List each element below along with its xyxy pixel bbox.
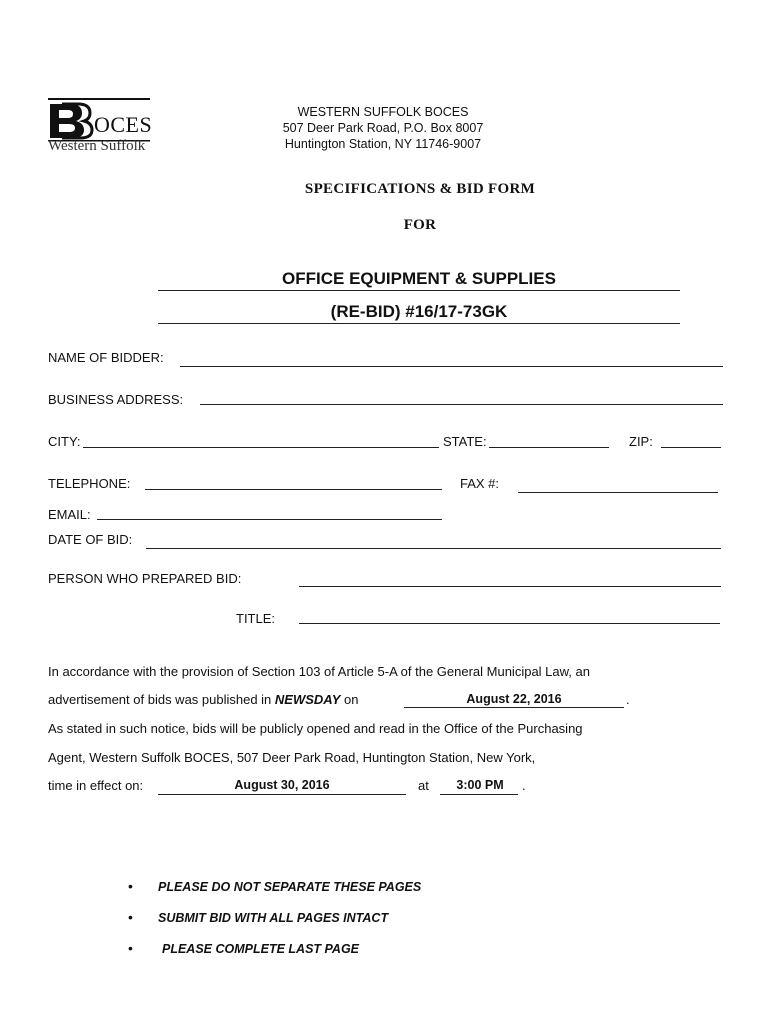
newspaper-name: NEWSDAY bbox=[274, 692, 341, 707]
body-line-5-period: . bbox=[522, 778, 526, 793]
zip-field[interactable] bbox=[661, 447, 721, 448]
publication-date: August 22, 2016 bbox=[466, 692, 562, 706]
date-label: DATE OF BID: bbox=[48, 532, 133, 547]
body-line-2-period: . bbox=[626, 692, 630, 707]
body-line-2-on: on bbox=[344, 692, 359, 707]
note-item: SUBMIT BID WITH ALL PAGES INTACT bbox=[158, 911, 389, 925]
city-label: CITY: bbox=[48, 434, 81, 449]
org-name: WESTERN SUFFOLK BOCES bbox=[297, 105, 469, 119]
logo-subtext: Western Suffolk bbox=[48, 138, 146, 154]
form-title-for: FOR bbox=[403, 217, 437, 233]
body-line-2-text: advertisement of bids was published in bbox=[48, 692, 272, 707]
body-line-1: In accordance with the provision of Section 103 of Article 5-A of the General Municipal Law, an bbox=[48, 664, 590, 679]
opening-time-line bbox=[440, 794, 518, 795]
org-address-line1: 507 Deer Park Road, P.O. Box 8007 bbox=[282, 121, 484, 135]
body-line-5-at: at bbox=[418, 778, 429, 793]
title-field[interactable] bbox=[299, 623, 720, 624]
fax-label: FAX #: bbox=[460, 476, 500, 491]
note-item: PLEASE DO NOT SEPARATE THESE PAGES bbox=[158, 880, 422, 894]
opening-time: 3:00 PM bbox=[456, 778, 504, 792]
body-line-3: As stated in such notice, bids will be publicly opened and read in the Office of the Purchasing bbox=[48, 721, 583, 736]
title-label: TITLE: bbox=[236, 611, 276, 626]
zip-label: ZIP: bbox=[629, 434, 653, 449]
form-title: SPECIFICATIONS & BID FORM bbox=[304, 181, 536, 197]
state-field[interactable] bbox=[489, 447, 609, 448]
telephone-field[interactable] bbox=[145, 489, 442, 490]
name-label: NAME OF BIDDER: bbox=[48, 350, 164, 365]
email-label: EMAIL: bbox=[48, 507, 91, 522]
bid-number: (RE-BID) #16/17-73GK bbox=[330, 302, 508, 321]
address-label: BUSINESS ADDRESS: bbox=[48, 392, 184, 407]
bullet: • bbox=[128, 940, 133, 956]
state-label: STATE: bbox=[443, 434, 487, 449]
preparer-field[interactable] bbox=[299, 586, 721, 587]
boces-logo bbox=[48, 98, 153, 154]
publication-date-line bbox=[404, 707, 624, 708]
name-field[interactable] bbox=[180, 366, 723, 367]
divider bbox=[158, 323, 680, 324]
fax-field[interactable] bbox=[518, 492, 718, 493]
bullet: • bbox=[128, 909, 133, 925]
logo-letters: OCES bbox=[94, 112, 153, 137]
body-line-5: time in effect on: bbox=[48, 778, 144, 793]
body-line-2 bbox=[48, 692, 359, 707]
email-field[interactable] bbox=[97, 519, 442, 520]
opening-date: August 30, 2016 bbox=[234, 778, 330, 792]
opening-date-line bbox=[158, 794, 406, 795]
divider bbox=[158, 290, 680, 291]
bullet: • bbox=[128, 878, 133, 894]
org-address-line2: Huntington Station, NY 11746-9007 bbox=[284, 137, 482, 151]
preparer-label: PERSON WHO PREPARED BID: bbox=[48, 571, 242, 586]
city-field[interactable] bbox=[83, 447, 439, 448]
bid-subject: OFFICE EQUIPMENT & SUPPLIES bbox=[282, 269, 556, 288]
address-field[interactable] bbox=[200, 404, 723, 405]
telephone-label: TELEPHONE: bbox=[48, 476, 131, 491]
date-field[interactable] bbox=[146, 548, 721, 549]
body-line-4: Agent, Western Suffolk BOCES, 507 Deer Park Road, Huntington Station, New York, bbox=[48, 750, 536, 765]
note-item: PLEASE COMPLETE LAST PAGE bbox=[162, 942, 360, 956]
